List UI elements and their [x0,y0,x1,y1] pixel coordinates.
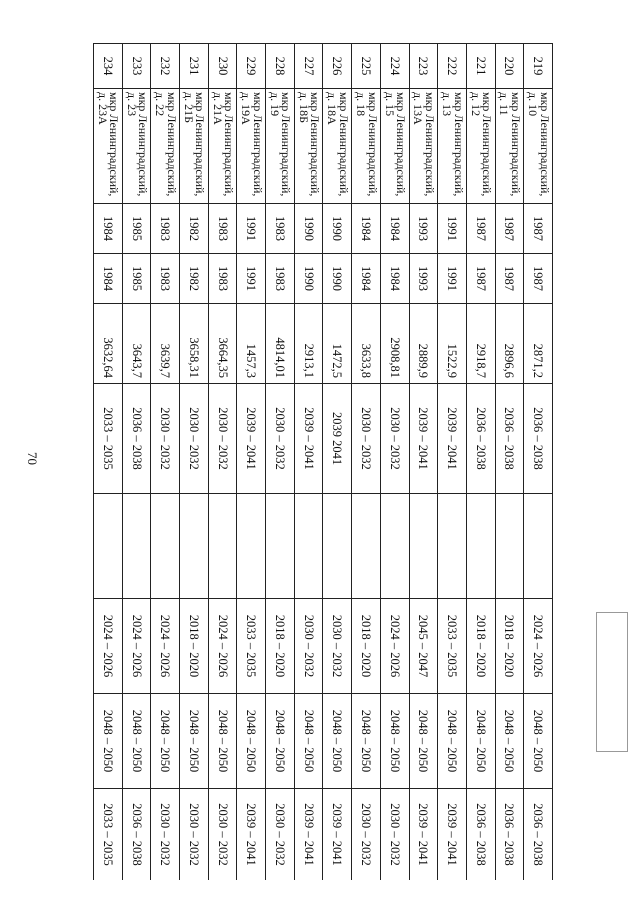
year-built-cell: 1984 [94,204,123,254]
year-built-cell: 1990 [323,204,352,254]
period-c-cell: 2033 – 2035 [237,599,266,694]
row-number: 222 [438,44,467,89]
registration-stamp [596,612,628,752]
address-cell: мкр Ленинградский, д. 23 [122,89,151,204]
period-a-cell: 2030 – 2032 [352,384,381,494]
area-cell: 3639,7 [151,304,180,384]
year-built-cell: 1984 [352,204,381,254]
address-cell: мкр Ленинградский, д. 21А [208,89,237,204]
address-cell: мкр Ленинградский, д. 11 [495,89,524,204]
period-d-cell: 2048 – 2050 [438,694,467,789]
year-built-cell: 1987 [466,204,495,254]
period-c-cell: 2018 – 2020 [180,599,209,694]
row-number: 220 [495,44,524,89]
year-commissioned-cell: 1982 [180,254,209,304]
period-c-cell: 2033 – 2035 [438,599,467,694]
table-row [151,44,180,881]
period-c-cell: 2024 – 2026 [380,599,409,694]
address-cell: мкр Ленинградский, д. 15 [380,89,409,204]
period-e-cell: 2039 – 2041 [323,789,352,881]
table-row [380,44,409,881]
year-built-cell: 1985 [122,204,151,254]
address-cell: мкр Ленинградский, д. 18Б [294,89,323,204]
period-b-cell [237,494,266,599]
period-a-cell: 2039 – 2041 [294,384,323,494]
period-d-cell: 2048 – 2050 [352,694,381,789]
period-b-cell [94,494,123,599]
year-built-cell: 1983 [151,204,180,254]
period-c-cell: 2024 – 2026 [151,599,180,694]
year-built-cell: 1983 [208,204,237,254]
area-cell: 2913,1 [294,304,323,384]
period-b-cell [180,494,209,599]
period-a-cell: 2036 – 2038 [524,384,553,494]
year-commissioned-cell: 1993 [409,254,438,304]
period-b-cell [151,494,180,599]
row-number: 233 [122,44,151,89]
table-row [294,44,323,881]
year-commissioned-cell: 1983 [208,254,237,304]
period-c-cell: 2018 – 2020 [495,599,524,694]
period-c-cell: 2045 – 2047 [409,599,438,694]
table-row [466,44,495,881]
period-b-cell [294,494,323,599]
period-d-cell: 2048 – 2050 [180,694,209,789]
period-c-cell: 2018 – 2020 [266,599,295,694]
period-d-cell: 2048 – 2050 [237,694,266,789]
address-cell: мкр Ленинградский, д. 18А [323,89,352,204]
period-a-cell: 2030 – 2032 [380,384,409,494]
period-a-cell: 2039 – 2041 [237,384,266,494]
year-built-cell: 1991 [438,204,467,254]
address-cell: мкр Ленинградский, д. 18 [352,89,381,204]
page-number: 70 [25,452,40,465]
table-row [438,44,467,881]
period-a-cell: 2030 – 2032 [266,384,295,494]
year-commissioned-cell: 1984 [352,254,381,304]
period-b-cell [208,494,237,599]
area-cell: 3658,31 [180,304,209,384]
period-c-cell: 2024 – 2026 [208,599,237,694]
row-number: 225 [352,44,381,89]
period-b-cell [266,494,295,599]
period-b-cell [122,494,151,599]
year-built-cell: 1983 [266,204,295,254]
area-cell: 2908,81 [380,304,409,384]
period-e-cell: 2036 – 2038 [495,789,524,881]
address-cell: мкр Ленинградский, д. 12 [466,89,495,204]
period-b-cell [380,494,409,599]
period-b-cell [352,494,381,599]
table-row [122,44,151,881]
period-c-cell: 2024 – 2026 [94,599,123,694]
address-cell: мкр Ленинградский, д. 19 [266,89,295,204]
period-b-cell [409,494,438,599]
period-e-cell: 2030 – 2032 [180,789,209,881]
row-number: 231 [180,44,209,89]
year-built-cell: 1984 [380,204,409,254]
table-row [94,44,123,881]
year-commissioned-cell: 1984 [380,254,409,304]
period-b-cell [438,494,467,599]
period-a-cell: 2039 – 2041 [409,384,438,494]
table-row [352,44,381,881]
period-c-cell: 2024 – 2026 [524,599,553,694]
row-number: 228 [266,44,295,89]
year-commissioned-cell: 1990 [323,254,352,304]
period-e-cell: 2030 – 2032 [266,789,295,881]
row-number: 234 [94,44,123,89]
table-row [409,44,438,881]
period-a-cell: 2036 – 2038 [495,384,524,494]
row-number: 232 [151,44,180,89]
year-commissioned-cell: 1987 [466,254,495,304]
period-d-cell: 2048 – 2050 [122,694,151,789]
address-cell: мкр Ленинградский, д. 22 [151,89,180,204]
period-c-cell: 2018 – 2020 [352,599,381,694]
address-cell: мкр Ленинградский, д. 13А [409,89,438,204]
year-commissioned-cell: 1990 [294,254,323,304]
area-cell: 1522,9 [438,304,467,384]
period-e-cell: 2039 – 2041 [294,789,323,881]
table-row [208,44,237,881]
year-commissioned-cell: 1991 [438,254,467,304]
row-number: 230 [208,44,237,89]
row-number: 226 [323,44,352,89]
area-cell: 4814,01 [266,304,295,384]
year-built-cell: 1987 [495,204,524,254]
area-cell: 2871,2 [524,304,553,384]
period-d-cell: 2048 – 2050 [323,694,352,789]
period-d-cell: 2048 – 2050 [294,694,323,789]
area-cell: 2896,6 [495,304,524,384]
row-number: 223 [409,44,438,89]
period-d-cell: 2048 – 2050 [380,694,409,789]
period-e-cell: 2036 – 2038 [122,789,151,881]
period-a-cell: 2039 – 2041 [438,384,467,494]
period-e-cell: 2030 – 2032 [380,789,409,881]
period-d-cell: 2048 – 2050 [151,694,180,789]
period-a-cell: 2030 – 2032 [208,384,237,494]
area-cell: 1472,5 [323,304,352,384]
period-c-cell: 2024 – 2026 [122,599,151,694]
period-c-cell: 2030 – 2032 [294,599,323,694]
period-c-cell: 2030 – 2032 [323,599,352,694]
table-row [524,44,553,881]
row-number: 229 [237,44,266,89]
area-cell: 2889,9 [409,304,438,384]
period-a-cell: 2036 – 2038 [466,384,495,494]
year-commissioned-cell: 1985 [122,254,151,304]
period-d-cell: 2048 – 2050 [208,694,237,789]
period-b-cell [495,494,524,599]
year-built-cell: 1982 [180,204,209,254]
table-row [180,44,209,881]
table-row [237,44,266,881]
year-built-cell: 1991 [237,204,266,254]
period-a-cell: 2036 – 2038 [122,384,151,494]
period-a-cell: 2030 – 2032 [180,384,209,494]
year-built-cell: 1993 [409,204,438,254]
row-number: 227 [294,44,323,89]
area-cell: 3633,8 [352,304,381,384]
year-commissioned-cell: 1984 [94,254,123,304]
period-a-cell: 2033 – 2035 [94,384,123,494]
period-d-cell: 2048 – 2050 [495,694,524,789]
period-e-cell: 2036 – 2038 [524,789,553,881]
area-cell: 1457,3 [237,304,266,384]
period-a-cell: 2039 2041 [323,384,352,494]
year-commissioned-cell: 1983 [266,254,295,304]
address-cell: мкр Ленинградский, д. 10 [524,89,553,204]
period-d-cell: 2048 – 2050 [94,694,123,789]
period-a-cell: 2030 – 2032 [151,384,180,494]
address-cell: мкр Ленинградский, д. 23А [94,89,123,204]
period-e-cell: 2030 – 2032 [151,789,180,881]
period-c-cell: 2018 – 2020 [466,599,495,694]
period-d-cell: 2048 – 2050 [466,694,495,789]
period-b-cell [466,494,495,599]
period-e-cell: 2033 – 2035 [94,789,123,881]
period-e-cell: 2039 – 2041 [409,789,438,881]
year-built-cell: 1990 [294,204,323,254]
period-d-cell: 2048 – 2050 [409,694,438,789]
period-d-cell: 2048 – 2050 [524,694,553,789]
data-table-container [93,43,553,880]
address-cell: мкр Ленинградский, д. 13 [438,89,467,204]
row-number: 221 [466,44,495,89]
period-b-cell [323,494,352,599]
area-cell: 3632,64 [94,304,123,384]
period-e-cell: 2039 – 2041 [438,789,467,881]
stamp-text [597,613,627,751]
area-cell: 2918,7 [466,304,495,384]
table-row [323,44,352,881]
year-commissioned-cell: 1983 [151,254,180,304]
period-e-cell: 2030 – 2032 [208,789,237,881]
year-commissioned-cell: 1991 [237,254,266,304]
address-cell: мкр Ленинградский, д. 19А [237,89,266,204]
year-built-cell: 1987 [524,204,553,254]
period-e-cell: 2030 – 2032 [352,789,381,881]
year-commissioned-cell: 1987 [524,254,553,304]
year-commissioned-cell: 1987 [495,254,524,304]
row-number: 224 [380,44,409,89]
period-e-cell: 2036 – 2038 [466,789,495,881]
period-d-cell: 2048 – 2050 [266,694,295,789]
area-cell: 3664,35 [208,304,237,384]
period-b-cell [524,494,553,599]
period-e-cell: 2039 – 2041 [237,789,266,881]
area-cell: 3643,7 [122,304,151,384]
address-cell: мкр Ленинградский, д. 21Б [180,89,209,204]
table-row [266,44,295,881]
data-table [93,43,553,880]
row-number: 219 [524,44,553,89]
table-row [495,44,524,881]
